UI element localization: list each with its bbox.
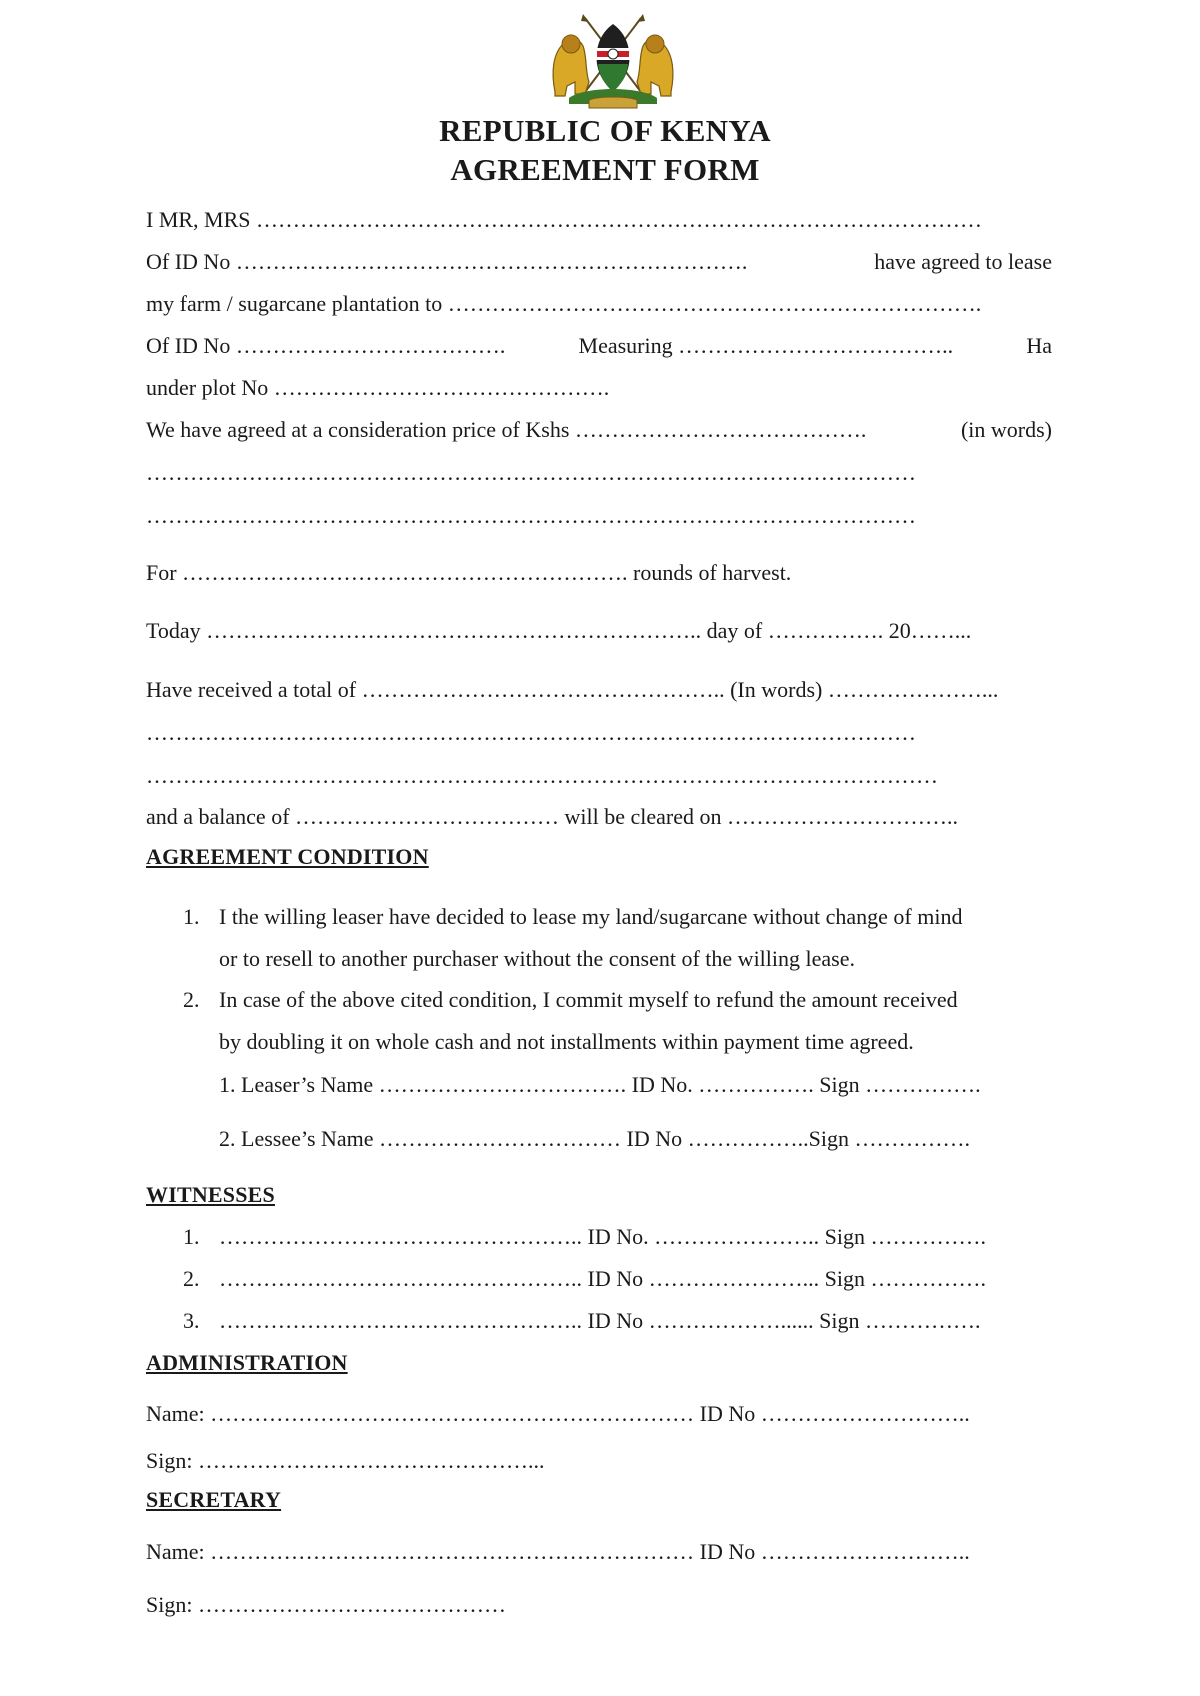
name-line[interactable]: I MR, MRS ……………………………………………………………………………………… [146, 207, 983, 232]
secretary-heading: SECRETARY [146, 1487, 282, 1512]
date-line[interactable]: Today ………………………………………………………….. day of ……………. 20……... [146, 618, 972, 643]
measuring-field[interactable]: Measuring ……………………………….. [578, 333, 954, 358]
agreement-condition-heading: AGREEMENT CONDITION [146, 844, 429, 869]
agreed-lease-text: have agreed to lease [874, 249, 1052, 274]
witnesses-heading: WITNESSES [146, 1182, 275, 1207]
condition-1-line-1: I the willing leaser have decided to lease my land/sugarcane without change of mind [219, 904, 963, 929]
condition-2-line-2: by doubling it on whole cash and not installments within payment time agreed. [219, 1029, 914, 1054]
lessee-id-field[interactable]: Of ID No ………………………………. [146, 333, 506, 358]
kenya-coat-of-arms-icon [545, 12, 681, 110]
id-no-field[interactable]: Of ID No ……………………………………………………………. [146, 249, 748, 274]
price-words-line-1[interactable]: …………………………………………………………………………………………… [146, 460, 916, 485]
administration-heading: ADMINISTRATION [146, 1350, 348, 1375]
administration-sign-line[interactable]: Sign: ………………………………………... [146, 1448, 545, 1473]
form-title: AGREEMENT FORM [450, 152, 760, 187]
witness-number-2: 2. [183, 1266, 200, 1291]
received-total-line[interactable]: Have received a total of ………………………………………….. (In words) …………………... [146, 677, 999, 702]
witness-number-1: 1. [183, 1224, 200, 1249]
leaser-signature-line[interactable]: 1. Leaser’s Name ……………………………. ID No. ……………. Sign ……………. [219, 1072, 981, 1097]
lessee-signature-line[interactable]: 2. Lessee’s Name …………………………… ID No ……………..Sign ……………. [219, 1126, 971, 1151]
price-words-line-2[interactable]: …………………………………………………………………………………………… [146, 503, 916, 528]
witness-number-3: 3. [183, 1308, 200, 1333]
price-field[interactable]: We have agreed at a consideration price of Kshs …………………………………. [146, 417, 867, 442]
harvest-rounds-line[interactable]: For ……………………………………………………. rounds of harvest. [146, 560, 792, 585]
condition-1-line-2: or to resell to another purchaser without the consent of the willing lease. [219, 946, 855, 971]
condition-number-1: 1. [183, 904, 200, 929]
received-words-line-2[interactable]: ……………………………………………………………………………………………… [146, 763, 938, 788]
in-words-label: (in words) [960, 417, 1052, 442]
witness-1-line[interactable]: ………………………………………….. ID No. ………………….. Sign ……………. [219, 1224, 986, 1249]
id-measuring-line [146, 335, 1052, 357]
secretary-name-line[interactable]: Name: ………………………………………………………… ID No ……………………….. [146, 1539, 970, 1564]
secretary-sign-line[interactable]: Sign: …………………………………… [146, 1592, 506, 1617]
condition-number-2: 2. [183, 987, 200, 1012]
lessee-line[interactable]: my farm / sugarcane plantation to ………………………………………………………………. [146, 291, 982, 316]
witness-3-line[interactable]: ………………………………………….. ID No ………………...... Sign ……………. [219, 1308, 981, 1333]
administration-name-line[interactable]: Name: ………………………………………………………… ID No ……………………….. [146, 1401, 970, 1426]
price-line [146, 419, 1052, 441]
balance-line[interactable]: and a balance of ……………………………… will be cleared on ………………………….. [146, 804, 959, 829]
plot-no-line[interactable]: under plot No ………………………………………. [146, 375, 610, 400]
received-words-line-1[interactable]: …………………………………………………………………………………………… [146, 720, 916, 745]
condition-2-line-1: In case of the above cited condition, I commit myself to refund the amount received [219, 987, 958, 1012]
witness-2-line[interactable]: ………………………………………….. ID No …………………... Sign ……………. [219, 1266, 986, 1291]
republic-title: REPUBLIC OF KENYA [439, 113, 771, 148]
hectare-unit: Ha [1026, 333, 1052, 358]
id-lease-line [146, 251, 1052, 273]
